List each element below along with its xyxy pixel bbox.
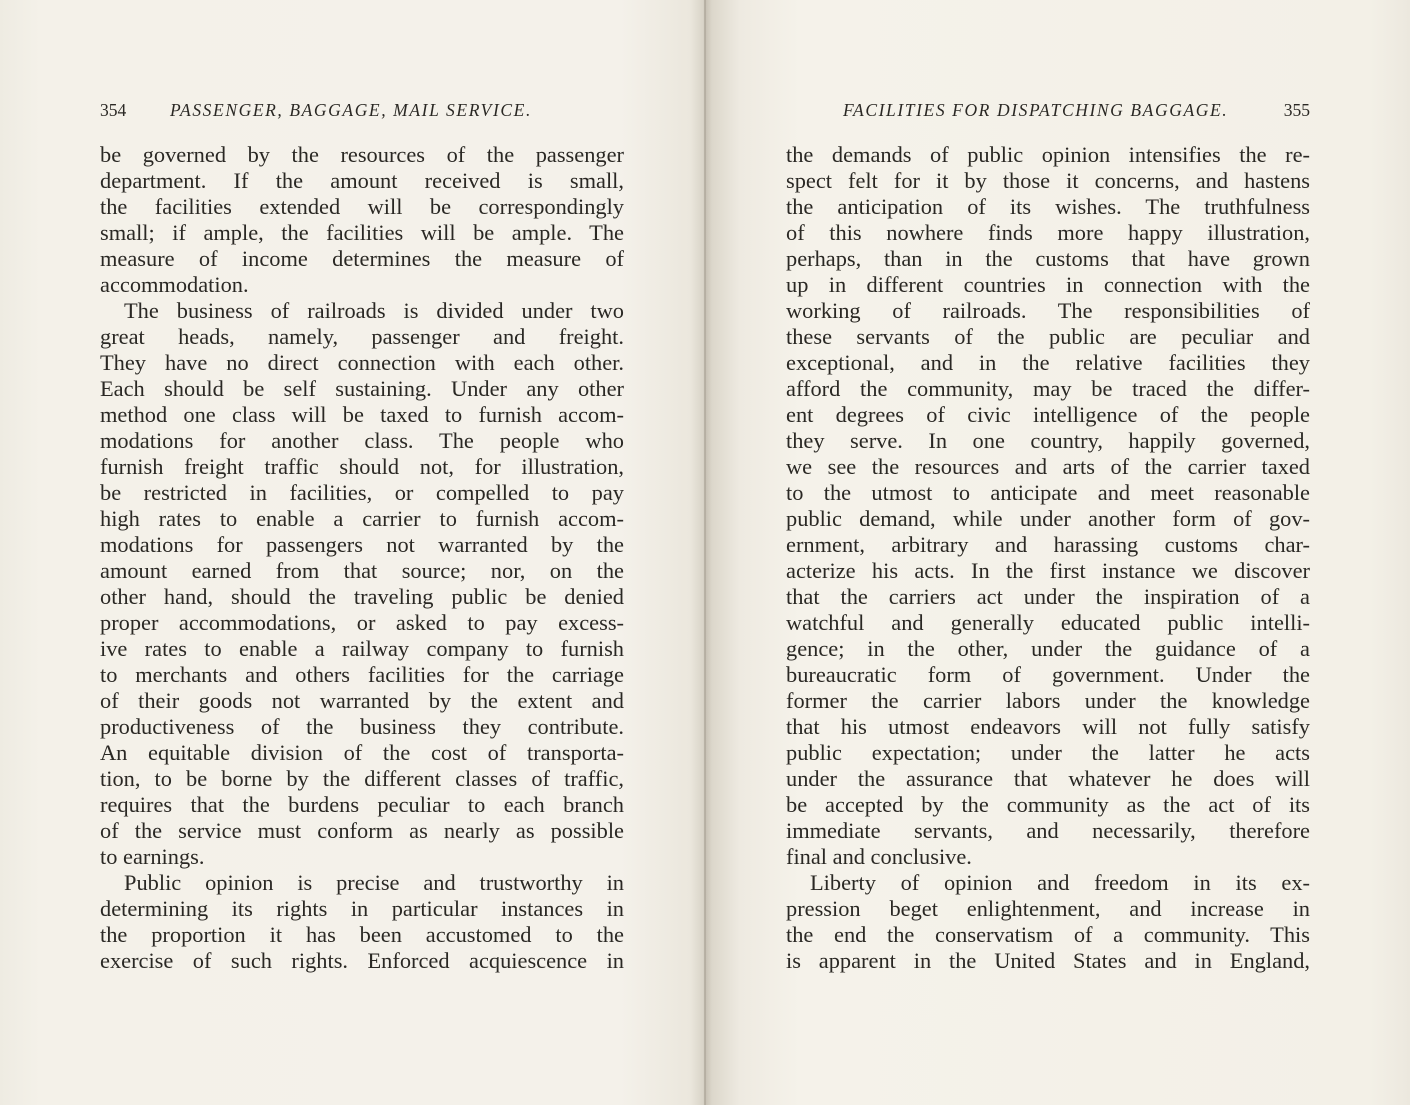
text-line: former the carrier labors under the knowledge [786,688,1310,713]
text-line: acterize his acts. In the first instance we discover [786,558,1310,583]
text-line: Each should be self sustaining. Under any other [100,376,624,401]
text-line: exercise of such rights. Enforced acquiescence in [100,948,624,973]
text-line: immediate servants, and necessarily, therefore [786,818,1310,843]
text-line: be accepted by the community as the act of its [786,792,1310,817]
text-line: to merchants and others facilities for the carriage [100,662,624,687]
left-page-text [100,142,624,974]
text-line: bureaucratic form of government. Under the [786,662,1310,687]
right-page-text [786,142,1310,974]
text-line: working of railroads. The responsibilities of [786,298,1310,323]
text-line: great heads, namely, passenger and freight. [100,324,624,349]
text-line: of this nowhere finds more happy illustration, [786,220,1310,245]
text-line: exceptional, and in the relative facilities they [786,350,1310,375]
text-line: small; if ample, the facilities will be ample. The [100,220,624,245]
text-line: Liberty of opinion and freedom in its ex- [810,870,1310,895]
text-line: be governed by the resources of the passenger [100,142,624,167]
right-page-number: 355 [1283,100,1310,120]
text-line: amount earned from that source; nor, on the [100,558,624,583]
text-line: measure of income determines the measure of [100,246,624,271]
text-line: tion, to be borne by the different classes of traffic, [100,766,624,791]
text-line: proper accommodations, or asked to pay excess- [100,610,624,635]
text-line: we see the resources and arts of the carrier taxed [786,454,1310,479]
text-line: the facilities extended will be correspondingly [100,194,624,219]
text-line: ent degrees of civic intelligence of the people [786,402,1310,427]
text-line: furnish freight traffic should not, for illustration, [100,454,624,479]
text-line: modations for another class. The people who [100,428,624,453]
left-page-number: 354 [100,100,127,120]
text-line: pression beget enlightenment, and increase in [786,896,1310,921]
text-line: to earnings. [100,844,205,869]
text-line: up in different countries in connection with the [786,272,1310,297]
text-line: afford the community, may be traced the differ- [786,376,1310,401]
text-line: of the service must conform as nearly as possible [100,818,624,843]
text-line: gence; in the other, under the guidance of a [786,636,1310,661]
text-line: watchful and generally educated public intelli- [786,610,1310,635]
text-line: productiveness of the business they contribute. [100,714,624,739]
text-line: under the assurance that whatever he does will [786,766,1310,791]
text-line: of their goods not warranted by the extent and [100,688,624,713]
text-line: the demands of public opinion intensifies the re- [786,142,1310,167]
text-line: accommodation. [100,272,249,297]
text-line: they serve. In one country, happily governed, [786,428,1310,453]
text-line: department. If the amount received is small, [100,168,624,193]
text-line: other hand, should the traveling public be denied [100,584,624,609]
text-line: determining its rights in particular instances in [100,896,624,921]
text-line: final and conclusive. [786,844,972,869]
text-line: perhaps, than in the customs that have grown [786,246,1310,271]
left-page [100,92,624,974]
text-line: spect felt for it by those it concerns, and hastens [786,168,1310,193]
text-line: ive rates to enable a railway company to furnish [100,636,624,661]
text-line: that the carriers act under the inspiration of a [786,584,1310,609]
text-line: An equitable division of the cost of transporta- [100,740,624,765]
text-line: high rates to enable a carrier to furnish accom- [100,506,624,531]
text-line: to the utmost to anticipate and meet reasonable [786,480,1310,505]
text-line: method one class will be taxed to furnish accom- [100,402,624,427]
left-running-head [100,92,624,128]
text-line: modations for passengers not warranted by the [100,532,624,557]
right-running-head-title: FACILITIES FOR DISPATCHING BAGGAGE. [843,100,1229,120]
text-line: the proportion it has been accustomed to the [100,922,624,947]
text-line: that his utmost endeavors will not fully satisfy [786,714,1310,739]
text-line: be restricted in facilities, or compelled to pay [100,480,624,505]
text-line: requires that the burdens peculiar to each branch [100,792,624,817]
left-running-head-title: PASSENGER, BAGGAGE, MAIL SERVICE. [170,100,532,120]
text-line: The business of railroads is divided under two [124,298,624,323]
text-line: Public opinion is precise and trustworthy in [124,870,624,895]
text-line: is apparent in the United States and in England, [786,948,1310,973]
text-line: the end the conservatism of a community. This [786,922,1310,947]
right-page [786,92,1310,974]
book-gutter [704,0,706,1105]
text-line: these servants of the public are peculiar and [786,324,1310,349]
text-line: public demand, while under another form of gov- [786,506,1310,531]
text-line: public expectation; under the latter he acts [786,740,1310,765]
text-line: ernment, arbitrary and harassing customs char- [786,532,1310,557]
text-line: the anticipation of its wishes. The truthfulness [786,194,1310,219]
text-line: They have no direct connection with each other. [100,350,624,375]
right-running-head [786,92,1310,128]
